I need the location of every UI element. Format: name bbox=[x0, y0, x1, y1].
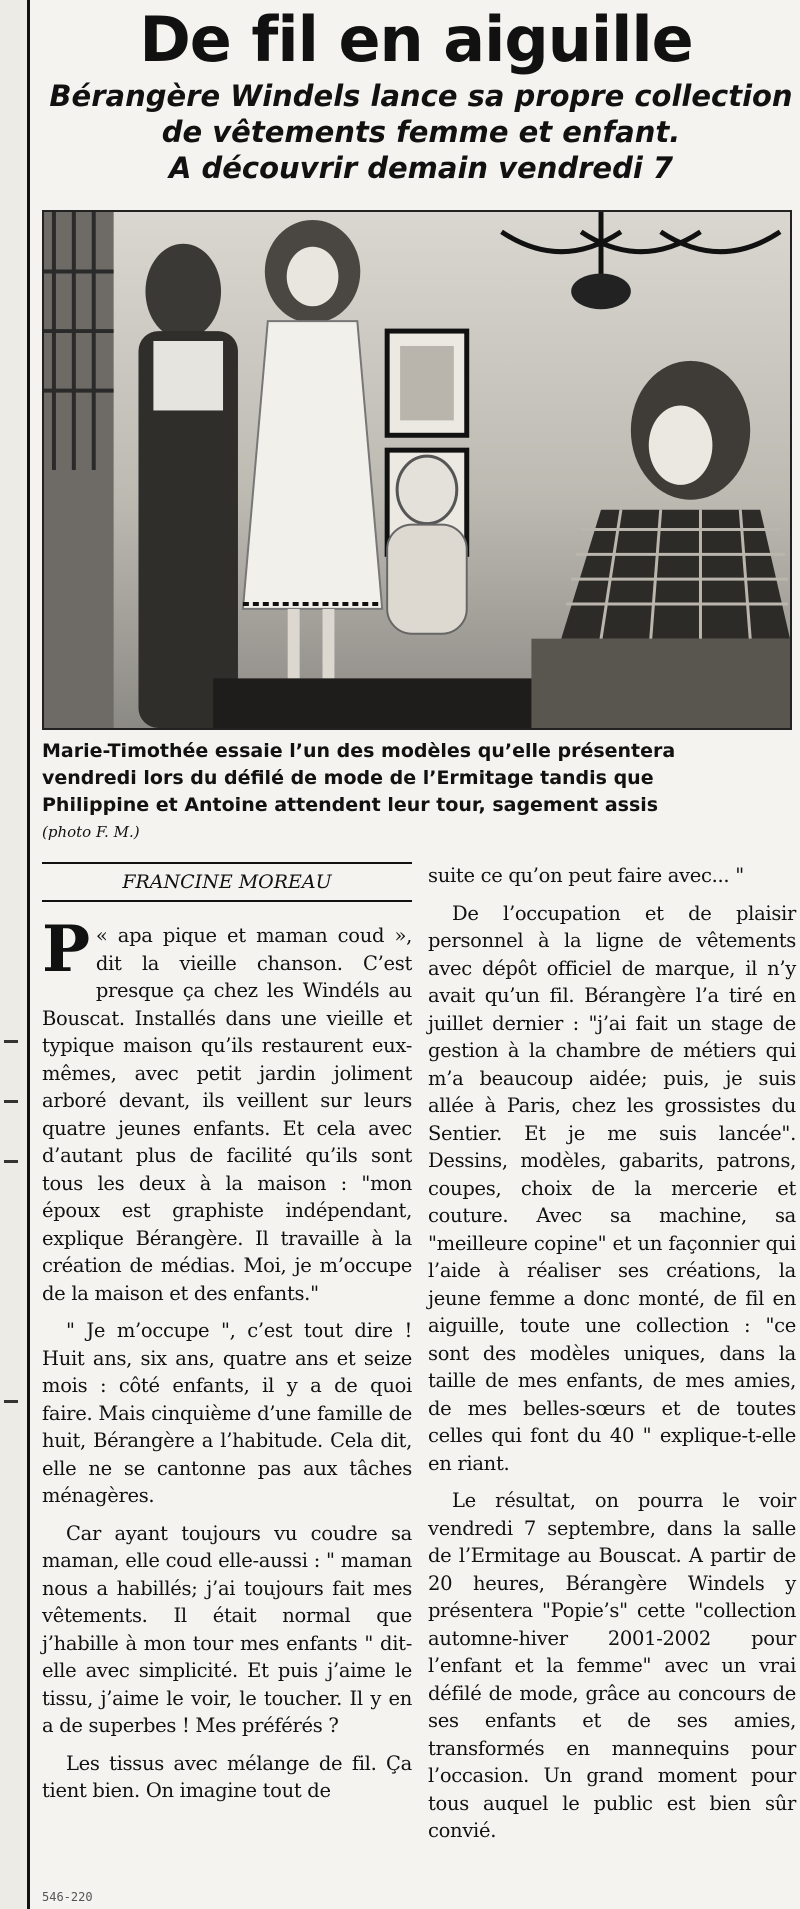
edge-mark bbox=[4, 1100, 18, 1103]
photo-credit: (photo F. M.) bbox=[42, 823, 140, 841]
paragraph: Les tissus avec mélange de fil. Ça tient bien. On imagine tout de bbox=[42, 1751, 412, 1802]
opening-quote: « bbox=[95, 924, 118, 947]
article-column-2 bbox=[428, 862, 796, 1855]
subheadline-line: Bérangère Windels lance sa propre collection bbox=[49, 79, 793, 113]
paragraph-text: apa pique et maman coud », dit la vieille chanson. C’est presque ça chez les Windéls au Bouscat. Installés dans une vieille et typique maison qu’ils restaurent eux-mêmes, avec petit jardin joliment arboré devant, ils veillent sur leurs quatre jeunes enfants. Et cela avec d’autant plus de facilité qu’ils sont tous les deux à la maison : "mon époux est graphiste indépendant, explique Bérangère. Il travaille à la création de médias. Moi, je m’occupe de la maison et des enfants." bbox=[42, 924, 412, 1305]
subheadline-line: A découvrir demain vendredi 7 bbox=[168, 151, 674, 185]
edge-mark bbox=[4, 1160, 18, 1163]
subheadline bbox=[46, 78, 796, 186]
subheadline-line: de vêtements femme et enfant. bbox=[161, 115, 681, 149]
caption-line: Philippine et Antoine attendent leur tour, sagement assis bbox=[42, 794, 659, 816]
newspaper-article bbox=[36, 0, 796, 1909]
article-column-1 bbox=[42, 862, 412, 1815]
drop-cap: P bbox=[42, 912, 90, 987]
adjacent-page-edge bbox=[0, 0, 30, 1909]
paragraph: Le résultat, on pourra le voir vendredi 7 septembre, dans la salle de l’Ermitage au Bouscat. A partir de 20 heures, Bérangère Windels y présentera "Popie’s" cette "collection automne-hiver 2001-2002 pour l’enfant et la femme" avec un vrai défilé de mode, grâce au concours de ses enfants et de ses amies, transformés en mannequins pour l’occasion. Un grand moment pour tous auquel le public est bien sûr convié. bbox=[428, 1489, 796, 1842]
edge-mark bbox=[4, 1040, 18, 1043]
photo-caption bbox=[42, 738, 800, 846]
paragraph: Car ayant toujours vu coudre sa maman, elle coud elle-aussi : " maman nous a habillés; j’ai toujours fait mes vêtements. Il était normal que j’habille à mon tour mes enfants " dit-elle avec simplicité. Et puis j’aime le tissu, j’aime le voir, le toucher. Il y en a de superbes ! Mes préférés ? bbox=[42, 1521, 412, 1737]
paragraph: suite ce qu’on peut faire avec... " bbox=[428, 864, 744, 887]
caption-line: Marie-Timothée essaie l’un des modèles qu’elle présentera bbox=[42, 740, 676, 762]
page-code: 546-220 bbox=[42, 1890, 93, 1904]
paragraph: De l’occupation et de plaisir personnel à la ligne de vêtements avec dépôt officiel de marque, il n’y avait qu’un fil. Bérangère l’a tiré en juillet dernier : "j’ai fait un stage de gestion à la chambre de métiers qui m’a beaucoup aidée; puis, je suis allée à Paris, chez les grossistes du Sentier. Et je me suis lancée". Dessins, modèles, gabarits, patrons, coupes, choix de la mercerie et couture. Avec sa machine, sa "meilleure copine" et un façonnier qui l’aide à réaliser ses créations, la jeune femme a donc monté, de fil en aiguille, toute une collection : "ce sont des modèles uniques, dans la taille de mes enfants, de mes amies, de mes belles-sœurs et de toutes celles qui font du 40 " explique-t-elle en riant. bbox=[428, 901, 796, 1475]
headline: De fil en aiguille bbox=[139, 3, 693, 76]
paragraph: " Je m’occupe ", c’est tout dire ! Huit ans, six ans, quatre ans et seize mois : côté enfants, il y a de quoi faire. Mais cinquième d’une famille de huit, Bérangère a l’habitude. Cela dit, elle ne se cantonne pas aux tâches ménagères. bbox=[42, 1319, 412, 1507]
byline: FRANCINE MOREAU bbox=[42, 862, 412, 902]
article-photo bbox=[42, 210, 792, 730]
paragraph bbox=[42, 912, 412, 1307]
caption-line: vendredi lors du défilé de mode de l’Ermitage tandis que bbox=[42, 767, 654, 789]
edge-mark bbox=[4, 1400, 18, 1403]
photo-illustration bbox=[44, 212, 790, 728]
